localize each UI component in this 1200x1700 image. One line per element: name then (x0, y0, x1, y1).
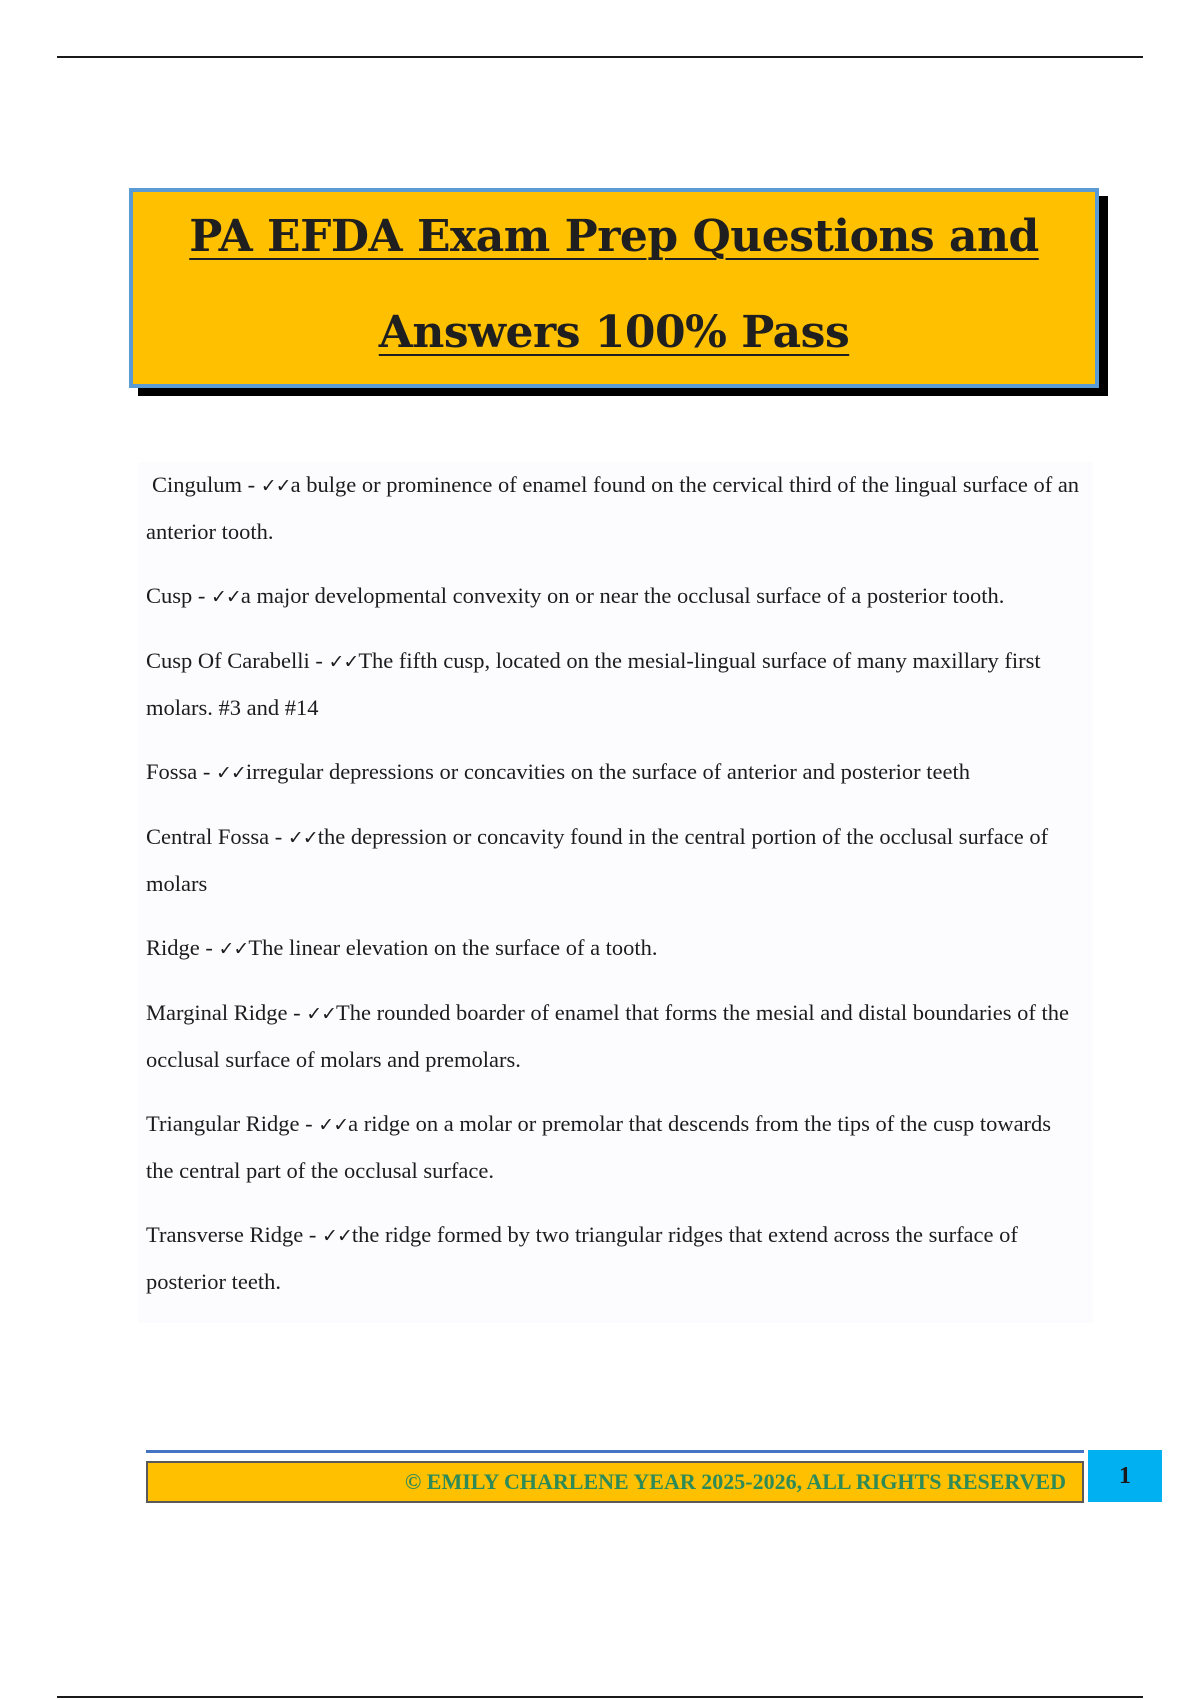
flashcard-entry: Cusp - ✓✓a major developmental convexity on or near the occlusal surface of a posterior tooth. (146, 583, 1005, 608)
double-check-icon: ✓✓ (328, 651, 359, 673)
definition: a bulge or prominence of enamel found on the cervical third of the lingual surface of an anterior tooth. (146, 472, 1080, 544)
definition: irregular depressions or concavities on the surface of anterior and posterior teeth (245, 759, 970, 784)
footer (146, 1461, 1084, 1503)
definition: a ridge on a molar or premolar that descends from the tips of the cusp towards the central part of the occlusal surface. (146, 1111, 1052, 1183)
term: Transverse Ridge (146, 1222, 304, 1247)
page-title-line-1: PA EFDA Exam Prep Questions and (189, 211, 1039, 262)
term: Marginal Ridge (146, 1000, 288, 1025)
definition: The linear elevation on the surface of a tooth. (248, 935, 658, 960)
flashcard-entry: Transverse Ridge - ✓✓the ridge formed by two triangular ridges that extend across the surface of posterior teeth. (146, 1222, 1018, 1294)
copyright-notice: © EMILY CHARLENE YEAR 2025-2026, ALL RIGHTS RESERVED (404, 1469, 1066, 1494)
page-title-line-2: Answers 100% Pass (378, 307, 850, 358)
definition: the depression or concavity found in the central portion of the occlusal surface of molars (146, 824, 1049, 896)
term: Ridge (146, 935, 200, 960)
double-check-icon: ✓✓ (287, 827, 318, 849)
definition: a major developmental convexity on or near the occlusal surface of a posterior tooth. (240, 583, 1005, 608)
definition: the ridge formed by two triangular ridges that extend across the surface of posterior teeth. (146, 1222, 1018, 1294)
term: Cingulum (152, 472, 243, 497)
page-number-badge (1088, 1450, 1162, 1502)
page-number: 1 (1119, 1462, 1131, 1489)
flashcard-entry: Fossa - ✓✓irregular depressions or concavities on the surface of anterior and posterior teeth (146, 759, 970, 784)
double-check-icon: ✓✓ (306, 1003, 337, 1025)
definition: The rounded boarder of enamel that forms the mesial and distal boundaries of the occlusal surface of molars and premolars. (146, 1000, 1069, 1072)
flashcard-entry: Ridge - ✓✓The linear elevation on the surface of a tooth. (146, 935, 658, 960)
flashcard-entry: Marginal Ridge - ✓✓The rounded boarder of enamel that forms the mesial and distal boundaries of the occlusal surface of molars and premolars. (146, 1000, 1069, 1072)
double-check-icon: ✓✓ (211, 586, 241, 608)
term: Fossa (146, 759, 198, 784)
definition: The fifth cusp, located on the mesial-lingual surface of many maxillary first molars. #3 and #14 (146, 648, 1041, 720)
flashcard-list (138, 462, 1093, 1323)
double-check-icon: ✓✓ (318, 1114, 349, 1136)
flashcard-entry: Central Fossa - ✓✓the depression or concavity found in the central portion of the occlusal surface of molars (146, 824, 1049, 896)
double-check-icon: ✓✓ (322, 1225, 352, 1247)
title-box (129, 188, 1099, 388)
term: Triangular Ridge (146, 1111, 300, 1136)
footer-rule (146, 1450, 1084, 1453)
double-check-icon: ✓✓ (260, 475, 291, 497)
flashcard-entry: Cingulum - ✓✓a bulge or prominence of enamel found on the cervical third of the lingual surface of an anterior tooth. (146, 472, 1080, 544)
top-rule (57, 56, 1143, 58)
double-check-icon: ✓✓ (216, 762, 246, 784)
double-check-icon: ✓✓ (218, 938, 249, 960)
term: Cusp (146, 583, 193, 608)
flashcard-entry: Triangular Ridge - ✓✓a ridge on a molar or premolar that descends from the tips of the cusp towards the central part of the occlusal surface. (146, 1111, 1052, 1183)
flashcard-entry: Cusp Of Carabelli - ✓✓The fifth cusp, located on the mesial-lingual surface of many maxillary first molars. #3 and #14 (146, 648, 1041, 720)
term: Central Fossa (146, 824, 270, 849)
term: Cusp Of Carabelli (146, 648, 310, 673)
bottom-rule (57, 1696, 1143, 1698)
